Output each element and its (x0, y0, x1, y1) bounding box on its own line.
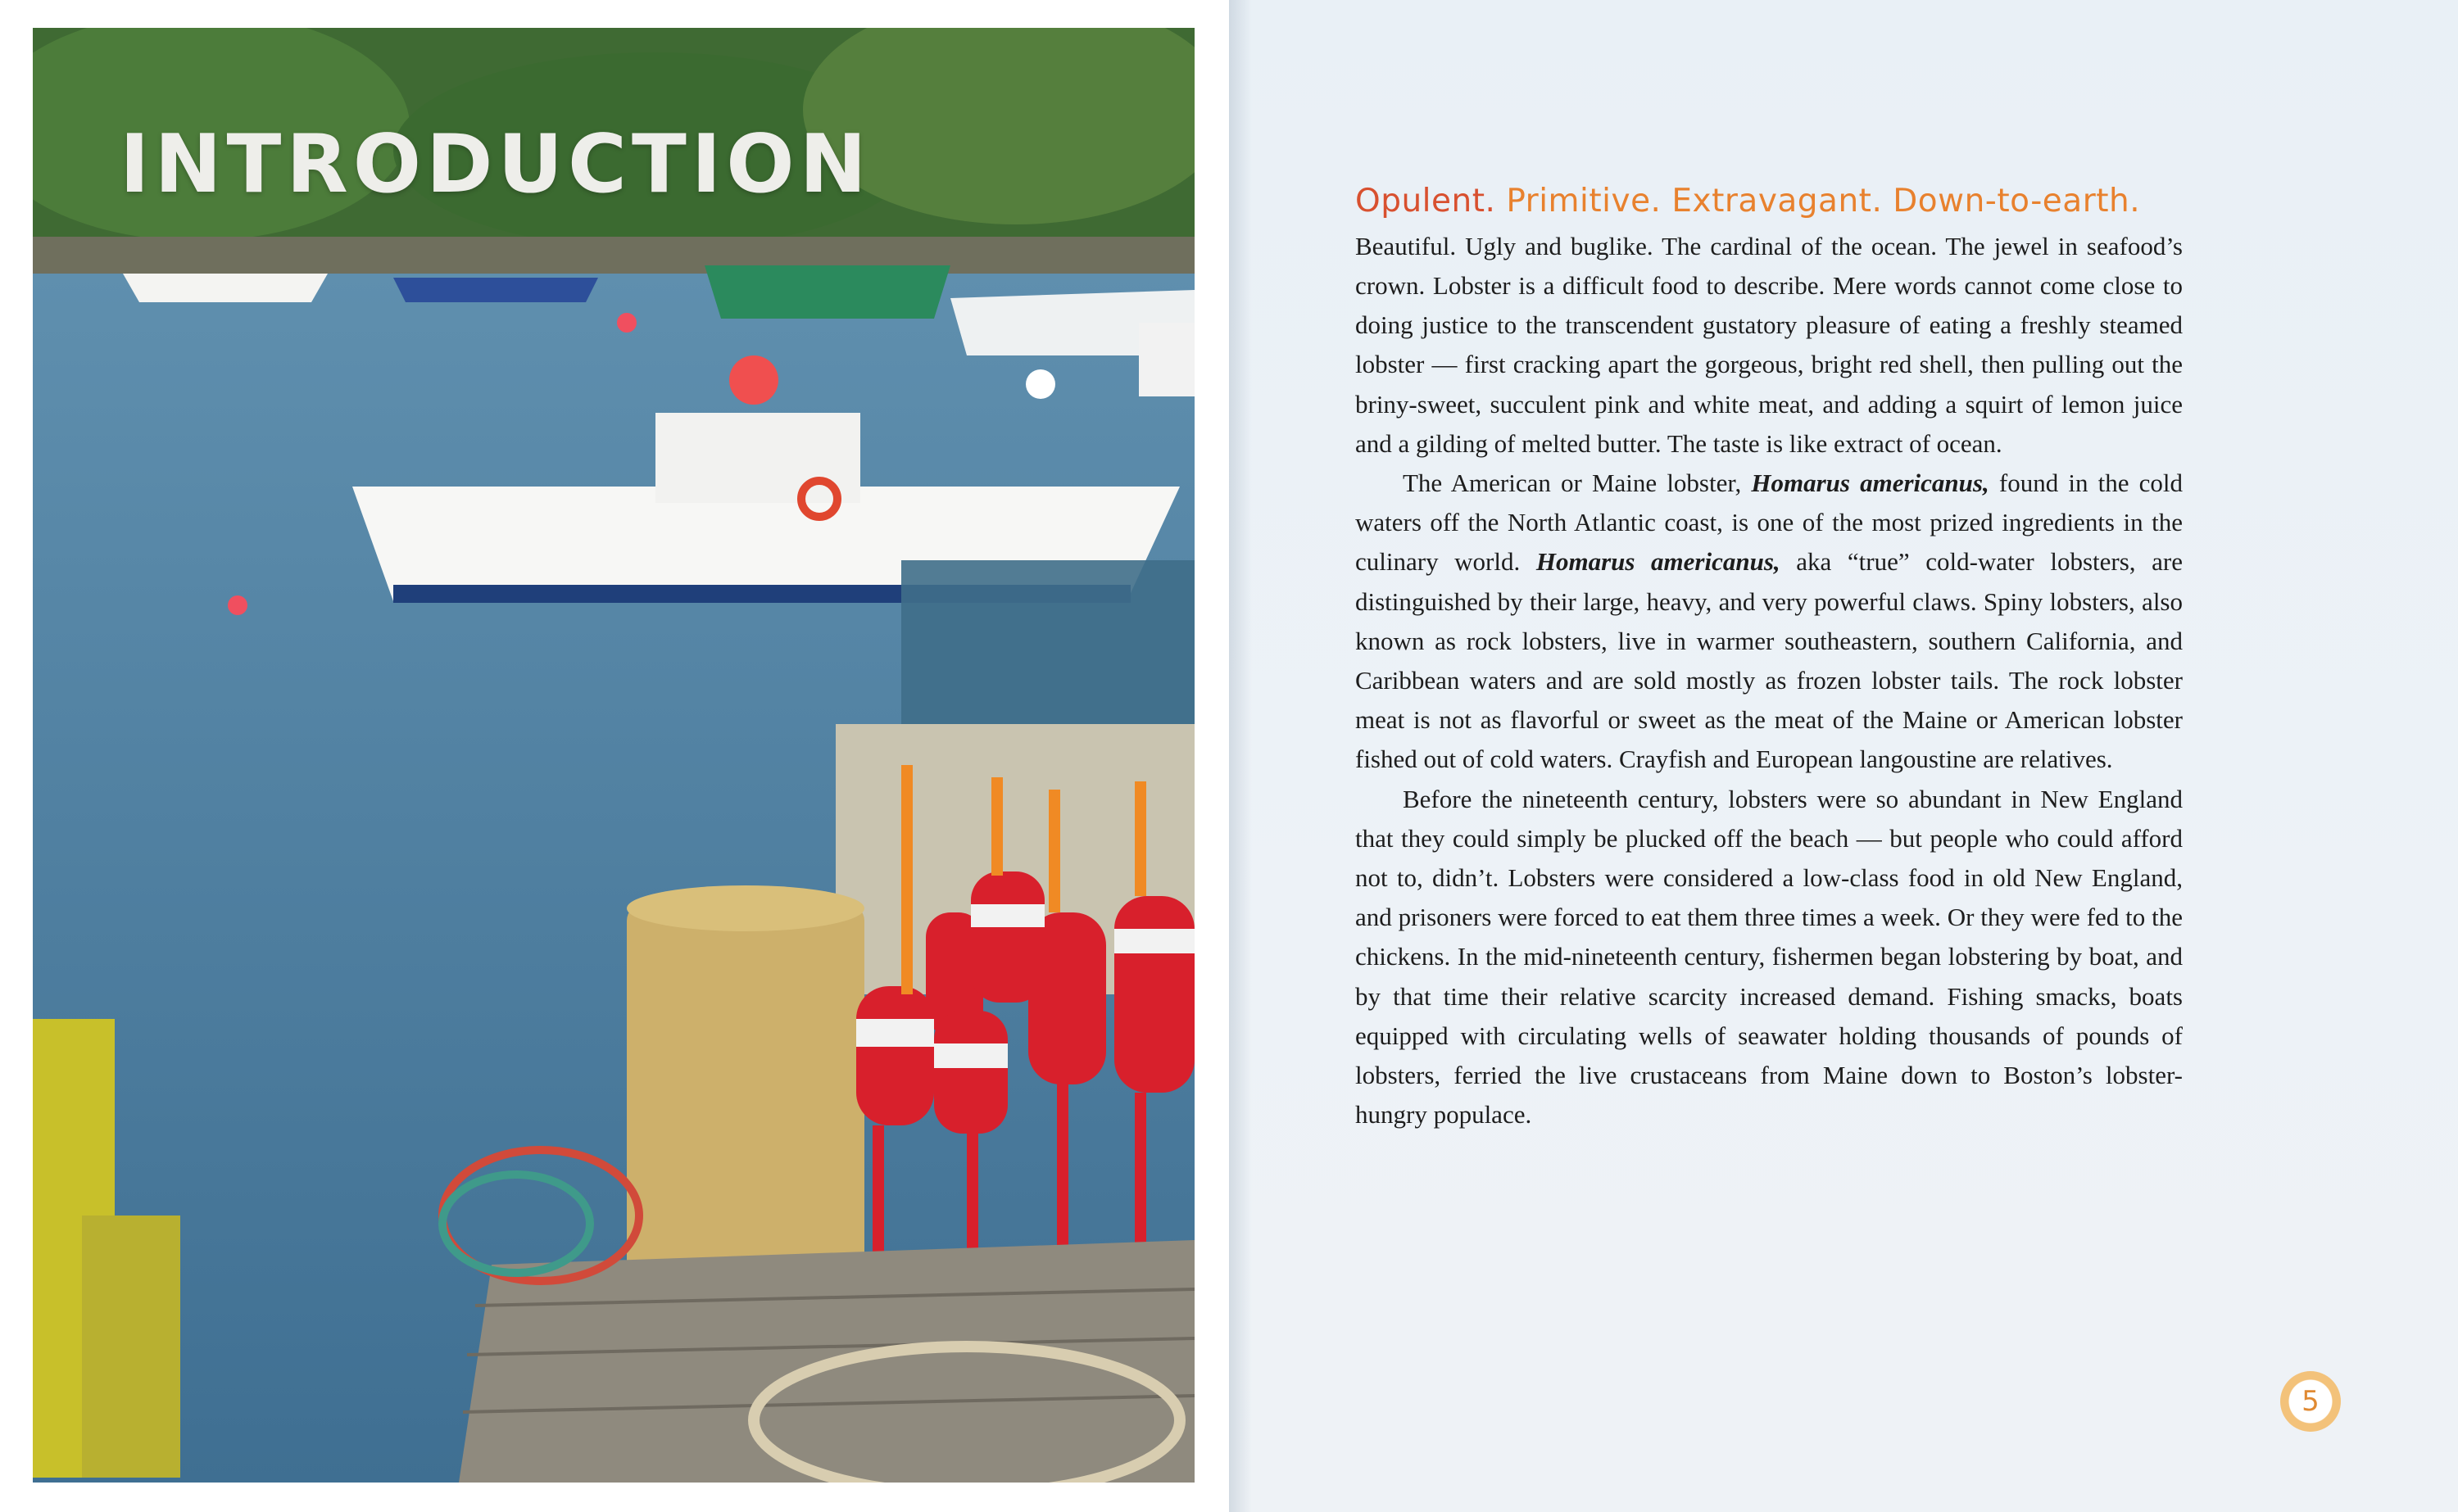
species-name: Homarus americanus, (1535, 547, 1780, 577)
paragraph: Beautiful. Ugly and buglike. The cardinal of the ocean. The jewel in seafood’s crown. Lobster is a difficult food to describe. Mere words cannot come close to doing justice to the transcendent gustatory pleasure of eating a freshly steamed lobster — first cracking apart the gorgeous, bright red shell, then pulling out the briny-sweet, succulent pink and white meat, and adding a squirt of lemon juice and a gilding of melted butter. The taste is like extract of ocean. (1355, 231, 2183, 458)
headline (1355, 182, 2183, 222)
species-name: Homarus americanus, (1751, 468, 1989, 497)
page-title: INTRODUCTION (120, 118, 872, 211)
book-spine-shadow (1229, 0, 1252, 1512)
text-column (1355, 182, 2183, 1134)
headline-word: Extravagant. (1671, 183, 1883, 220)
paragraph: The American or Maine lobster, Homarus americanus, found in the cold waters off the North Atlantic coast, is one of the most prized ingredients in the culinary world. Homarus americanus, aka “true” cold-water lobsters, are distinguished by their large, heavy, and very powerful claws. Spiny lobsters, also known as rock lobsters, live in warmer southeastern, southern California, and Caribbean waters and are sold mostly as frozen lobster tails. The rock lobster meat is not as flavorful or sweet as the meat of the Maine or American lobster fished out of cold waters. Crayfish and European langoustine are relatives. (1355, 468, 2183, 774)
page-number: 5 (2302, 1385, 2320, 1418)
headline-word: Opulent. (1355, 183, 1496, 220)
harbor-photo (33, 28, 1195, 1483)
body-text (1355, 227, 2183, 1135)
paragraph: Before the nineteenth century, lobsters were so abundant in New England that they could simply be plucked off the beach — but people who could afford not to, didn’t. Lobsters were considered a low-class food in old New England, and prisoners were forced to eat them three times a week. Or they were fed to the chickens. In the mid-nineteenth century, fishermen began lobstering by boat, and by that time their relative scarcity increased demand. Fishing smacks, boats equipped with circulating wells of seawater holding thousands of pounds of lobsters, ferried the live crustaceans from Maine down to Boston’s lobster-hungry populace. (1355, 784, 2183, 1129)
harbor-photo-illustration (33, 28, 1195, 1483)
headline-word: Down-to-earth. (1893, 183, 2141, 220)
page-number-badge (2280, 1371, 2341, 1432)
headline-word: Primitive. (1506, 183, 1662, 220)
